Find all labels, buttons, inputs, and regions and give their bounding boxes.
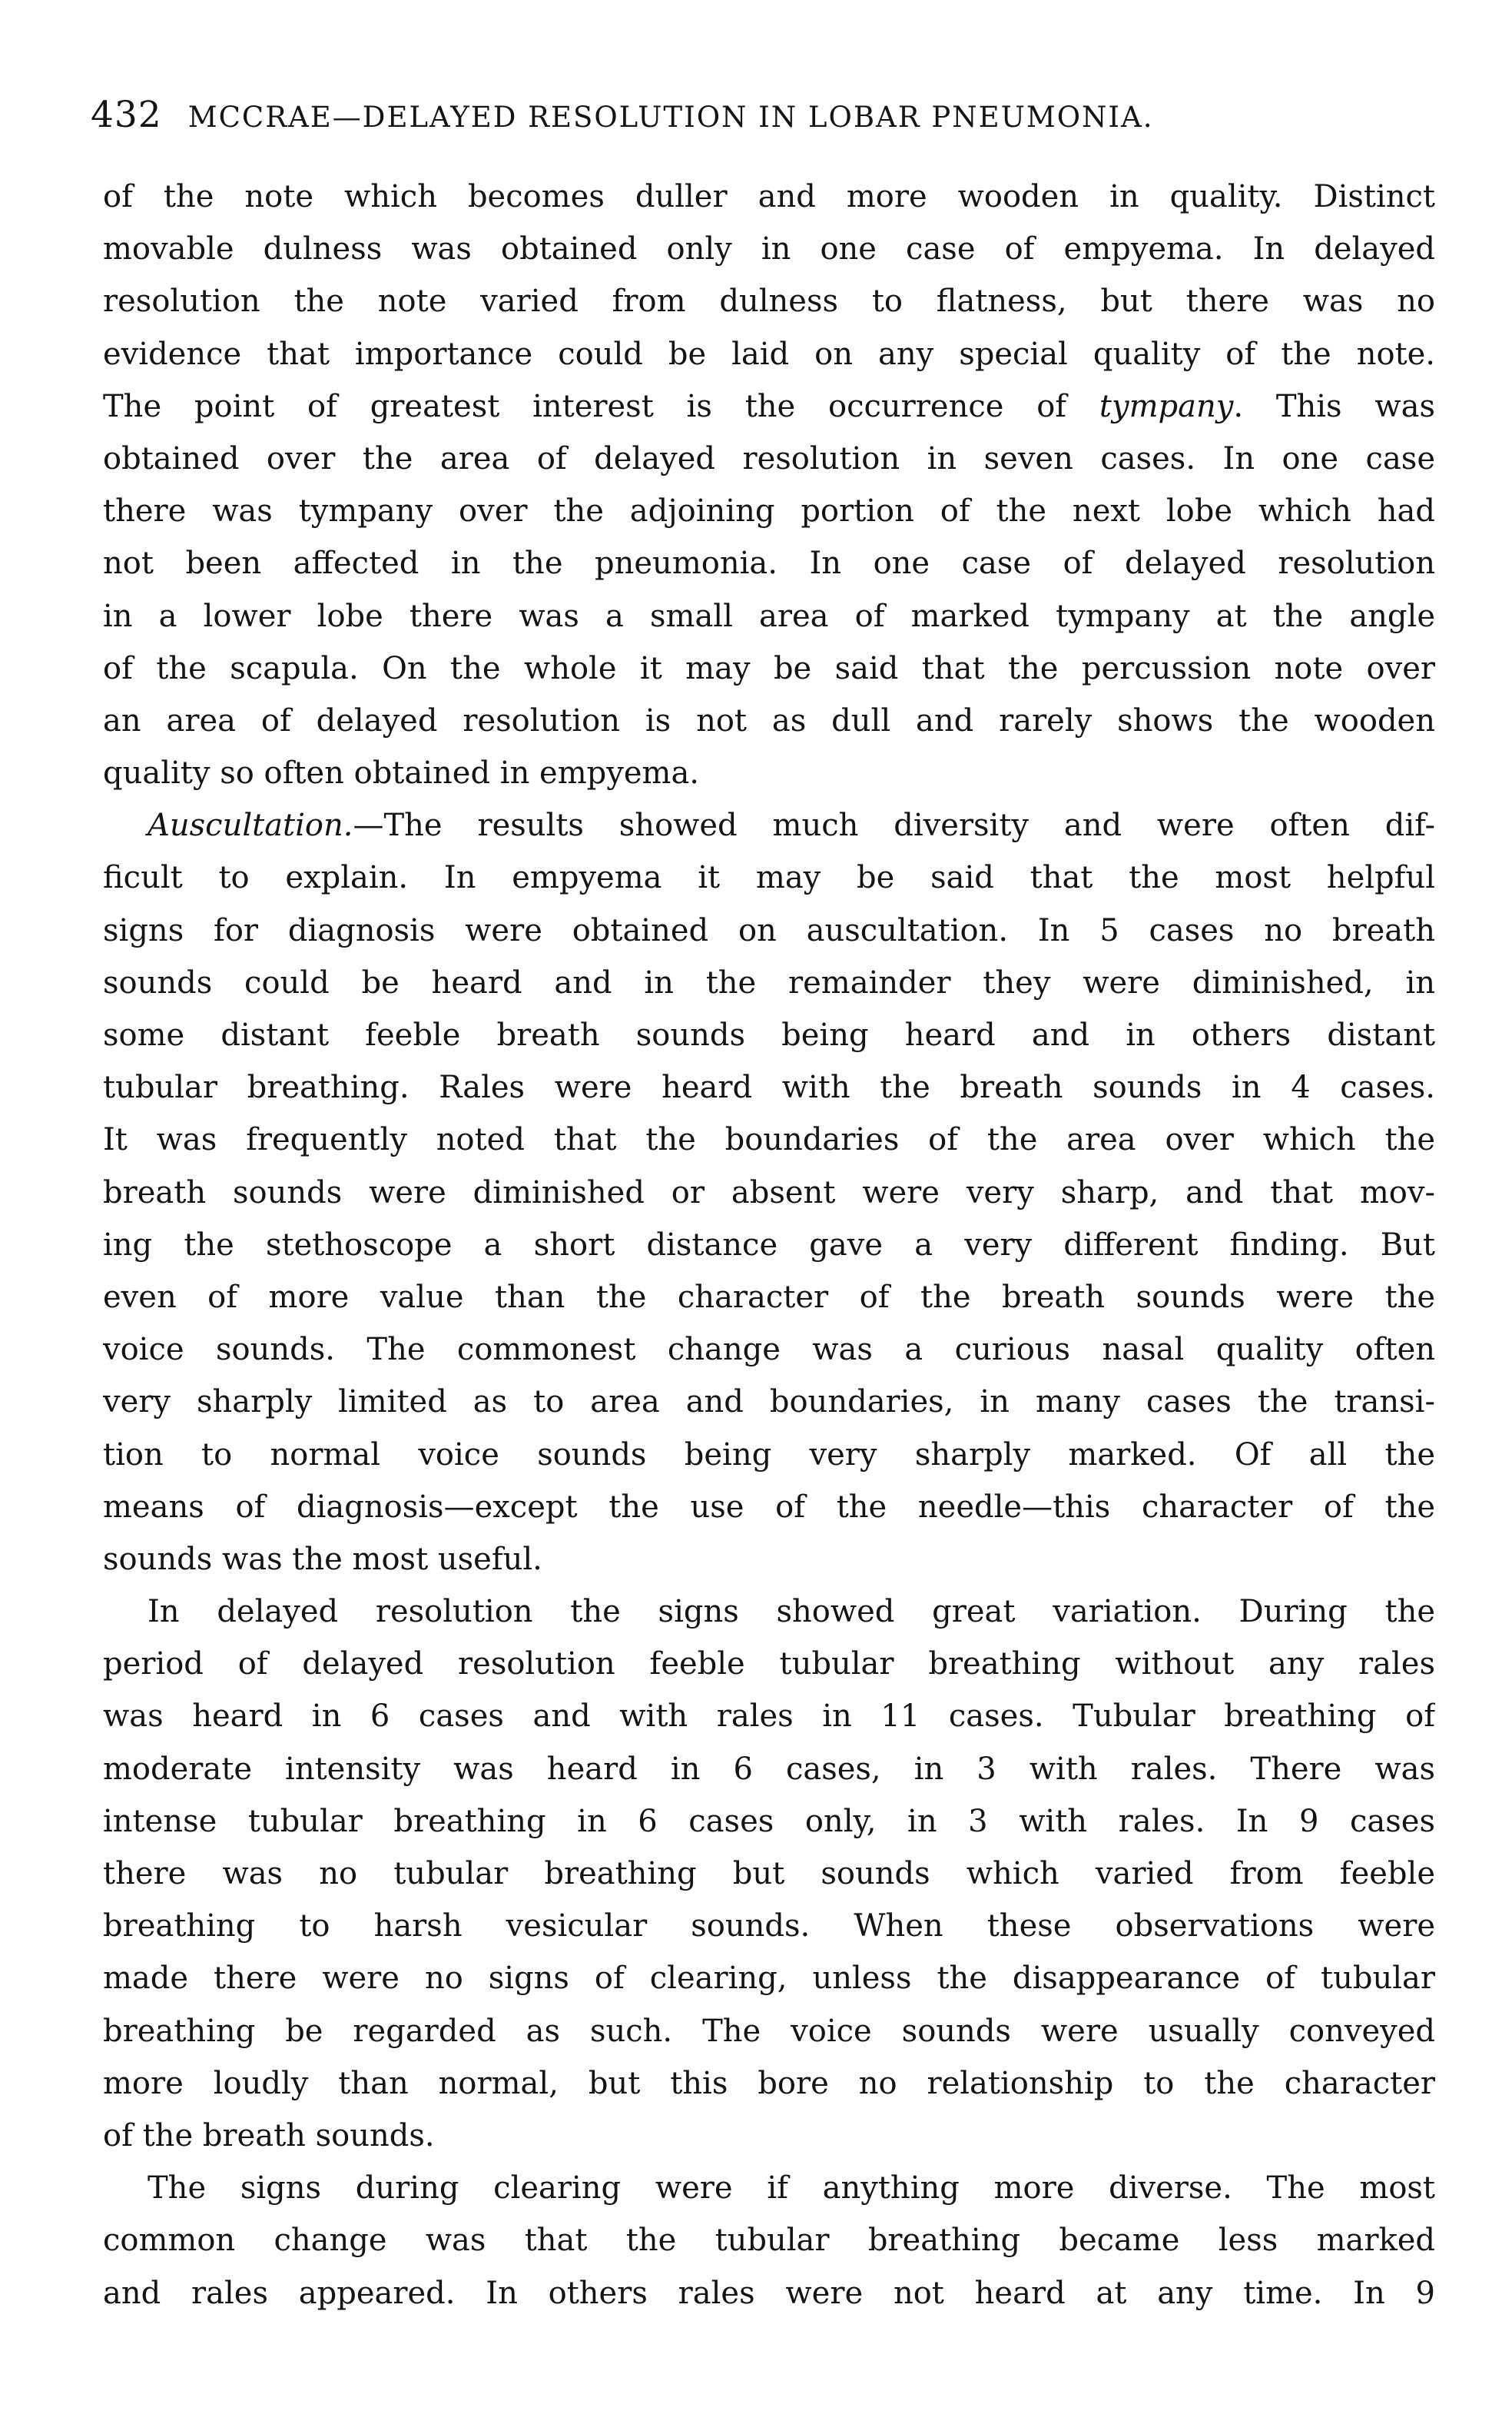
running-head	[91, 85, 1435, 146]
text-line: more loudly than normal, but this bore no relationship to the character	[103, 2065, 1435, 2101]
text-line: breath sounds were diminished or absent were very sharp, and that mov-	[103, 1174, 1435, 1210]
text-line: The signs during clearing were if anything more diverse. The most	[148, 2170, 1435, 2206]
text-line: even of more value than the character of the breath sounds were the	[103, 1279, 1435, 1315]
text-line: not been affected in the pneumonia. In one case of delayed resolution	[103, 546, 1435, 582]
text-line: It was frequently noted that the boundaries of the area over which the	[103, 1122, 1435, 1158]
text-line: voice sounds. The commonest change was a curious nasal quality often	[103, 1332, 1435, 1368]
text-line: obtained over the area of delayed resolution in seven cases. In one case	[103, 440, 1435, 476]
text-line: breathing be regarded as such. The voice sounds were usually conveyed	[103, 2013, 1435, 2049]
text-line: breathing to harsh vesicular sounds. When these observations were	[103, 1908, 1435, 1944]
text-line: of the scapula. On the whole it may be said that the percussion note over	[103, 650, 1435, 686]
text-line: moderate intensity was heard in 6 cases, in 3 with rales. There was	[103, 1751, 1435, 1787]
text-line: sounds was the most useful.	[103, 1541, 542, 1577]
text-line: In delayed resolution the signs showed great variation. During the	[148, 1594, 1435, 1630]
text-line: ficult to explain. In empyema it may be said that the most helpful	[103, 860, 1435, 896]
running-title: MCCRAE—DELAYED RESOLUTION IN LOBAR PNEUMONIA.	[187, 101, 1154, 134]
text-line: of the breath sounds.	[103, 2117, 435, 2153]
text-line: made there were no signs of clearing, unless the disappearance of tubular	[103, 1961, 1435, 1997]
text-line: signs for diagnosis were obtained on auscultation. In 5 cases no breath	[103, 912, 1435, 948]
paragraph-percussion-continued	[103, 171, 1435, 799]
text-line: means of diagnosis—except the use of the needle—this character of the	[103, 1489, 1435, 1525]
text-line: Auscultation.—The results showed much diversity and were often dif-	[148, 808, 1435, 844]
text-line: intense tubular breathing in 6 cases only, in 3 with rales. In 9 cases	[103, 1803, 1435, 1839]
text-line: sounds could be heard and in the remainder they were diminished, in	[103, 965, 1435, 1001]
text-line: very sharply limited as to area and boundaries, in many cases the transi-	[103, 1384, 1435, 1420]
text-line: common change was that the tubular breathing became less marked	[103, 2223, 1435, 2259]
paragraph-signs-during-clearing	[103, 2162, 1435, 2319]
text-line: was heard in 6 cases and with rales in 11 cases. Tubular breathing of	[103, 1698, 1435, 1735]
paragraph-auscultation	[103, 799, 1435, 1586]
body-text	[103, 171, 1435, 2319]
text-line: period of delayed resolution feeble tubular breathing without any rales	[103, 1646, 1435, 1682]
text-line: tubular breathing. Rales were heard with the breath sounds in 4 cases.	[103, 1070, 1435, 1106]
text-line: The point of greatest interest is the occurrence of tympany. This was	[103, 388, 1435, 424]
text-line: evidence that importance could be laid on any special quality of the note.	[103, 336, 1435, 372]
text-line: resolution the note varied from dulness to flatness, but there was no	[103, 284, 1435, 320]
text-line: quality so often obtained in empyema.	[103, 755, 700, 792]
text-line: and rales appeared. In others rales were not heard at any time. In 9	[103, 2275, 1435, 2311]
text-line: tion to normal voice sounds being very sharply marked. Of all the	[103, 1436, 1435, 1473]
emphasis-tympany: tympany	[1099, 388, 1234, 424]
text-line: there was tympany over the adjoining portion of the next lobe which had	[103, 493, 1435, 530]
paragraph-delayed-resolution-signs	[103, 1586, 1435, 2162]
text-line: ing the stethoscope a short distance gave a very different finding. But	[103, 1227, 1435, 1263]
text-line: in a lower lobe there was a small area of marked tympany at the angle	[103, 598, 1435, 634]
section-heading-auscultation: Auscultation.	[148, 808, 353, 844]
text-line: some distant feeble breath sounds being heard and in others distant	[103, 1018, 1435, 1053]
page-number: 432	[91, 94, 162, 136]
text-line: an area of delayed resolution is not as dull and rarely shows the wooden	[103, 702, 1435, 739]
text-line: movable dulness was obtained only in one case of empyema. In delayed	[103, 231, 1435, 267]
text-line: of the note which becomes duller and more wooden in quality. Distinct	[103, 179, 1435, 214]
text-line: there was no tubular breathing but sounds which varied from feeble	[103, 1856, 1435, 1891]
